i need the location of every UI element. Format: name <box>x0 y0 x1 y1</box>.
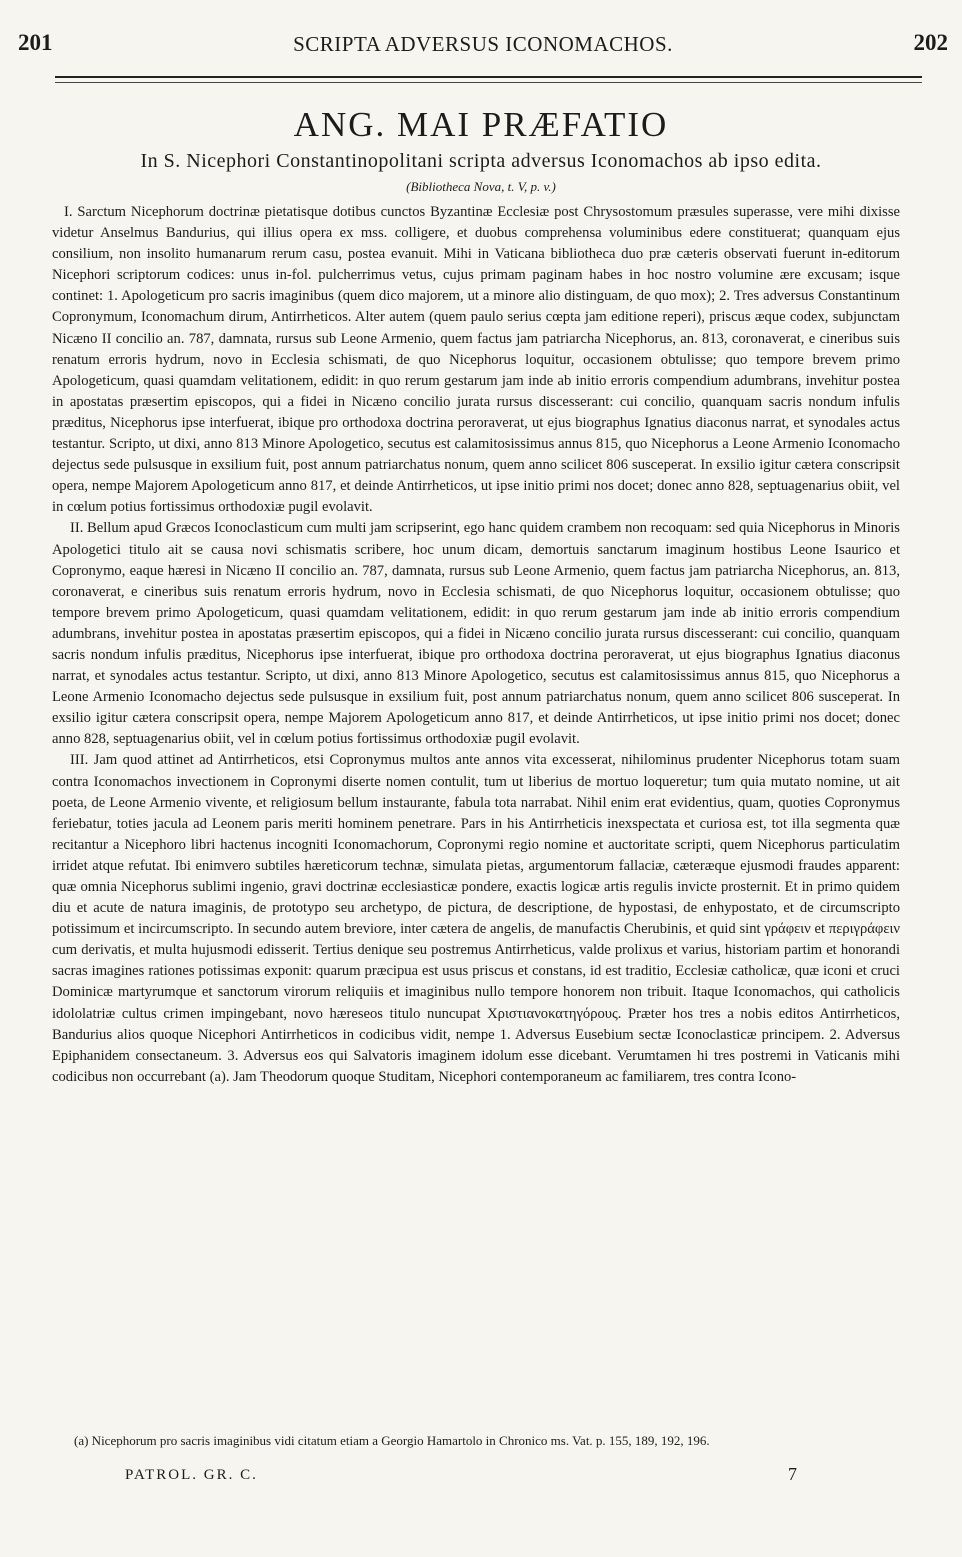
header-rule-thin <box>55 82 922 83</box>
page-number-right: 202 <box>913 30 948 55</box>
body-text <box>52 202 900 1088</box>
page-title: ANG. MAI PRÆFATIO <box>293 105 669 144</box>
paragraph-1: I. Sarctum Nicephorum doctrinæ pietatisque dotibus cunctos Byzantinæ Ecclesiæ post Chrysostomum præsules superasse, vere mihi dixisse videtur Anselmus Bandurius, qui illius opera ex mss. colligere, et duobus comprehensa voluminibus edere constituerat; quanquam ejus consilium, non insolito humanarum rerum casu, postea evanuit. Mihi in Vaticana bibliotheca duo præ cæteris observati fuerunt in-editorum Nicephori scriptorum codices: unus in-fol. pulcherrimus vetus, cujus primam paginam habes in hoc nostro volumine ære excusam; isque continet: 1. Apologeticum pro sacris imaginibus (quem dico majorem, ut a minore alio distinguam, de quo mox); 2. Tres adversus Constantinum Copronymum, Iconomachum dirum, Antirrheticos. Alter autem (quem paulo serius cœpta jam editione reperi), priscus æque codex, subjunctam Nicæno II concilio an. 787, damnata, rursus sub Leone Armenio, quem factus jam patriarcha Nicephorus, an. 813, coronaverat, e cineribus suis renatum erroris hydrum, novo in Ecclesia schismati, de quo Nicephorus loquitur, occasionem obtulisse; quo tempore brevem primo Apologeticum, quasi quamdam velitationem, edidit: in quo rerum gestarum jam inde ab initio erroris compendium adumbrans, invehitur postea in apostatas præsertim episcopos, qui a fidei in Nicæno concilio jurata rursus discesserant: cui concilio, quanquam sacris nondum infulis præditus, Nicephorus ipse interfuerat, ibique pro orthodoxa doctrina peroraverat, ut ejus biographus Ignatius diaconus narrat, et synodales actus testantur. Scripto, ut dixi, anno 813 Minore Apologetico, secutus est calamitosissimus annus 815, quo Nicephorus a Leone Armenio Iconomacho dejectus sede pulsusque in exsilium fuit, post annum patriarchatus nonum, quem anno scilicet 806 susceperat. In exsilio igitur cætera conscripsit opera, nempe Majorem Apologeticum anno 817, et deinde Antirrheticos, ut ipse initio primi nos docet; donec anno 828, septuagenarius obiit, vel in cœlum potius fortissimus orthodoxiæ pugil evolavit. <box>52 204 900 516</box>
paragraph-3: III. Jam quod attinet ad Antirrheticos, etsi Copronymus multos ante annos vita excesserat, nihilominus prudenter Nicephorus totam suam contra Iconomachos invectionem in Copronymi diserte nomen contulit, tum ut liberius de mortuo loqueretur; tum quia mutato nomine, ut ait poeta, de Leone Armenio vivente, et religiosum bellum instaurante, fabula tota narrabat. Nihil enim erat evidentius, quam, quoties Copronymus feriebatur, toties jacula ad Leonem paris meriti hominem penetrare. Pars in his Antirrheticis inexspectata et curiosa est, tot illa segmenta quæ recitantur a Nicephoro libri hactenus incogniti Iconomachorum, Copronymi regio nomine et auctoritate scripti, quem Nicephorus particulatim irridet atque refutat. Ibi enimvero subtiles hæreticorum technæ, simulata pietas, argumentorum fallaciæ, cæteræque ejusmodi fraudes apparent: quæ omnia Nicephorus sublimi ingenio, gravi doctrinæ ecclesiasticæ pondere, exactis logicæ artis regulis invicte prosternit. Et in primo quidem diu et acute de natura imaginis, de prototypo seu archetypo, de pictura, de descriptione, de hypostasi, de enhypostato, et de circumscripto potissimum et incircumscripto. In secundo autem breviore, inter cætera de angelis, de manufactis Cherubinis, et quid sint γράφειν et περιγράφειν cum derivatis, et multa hujusmodi edisserit. Tertius denique seu postremus Antirrheticus, valde prolixus et varius, historiam partim et honorandi sacras imagines rationes potissimas exponit: quarum præcipua est usus priscus et constans, id est traditio, Ecclesiæ catholicæ, quæ iconi et cruci Dominicæ martyrumque et sanctorum virorum reliquiis et imaginibus nullo tempore honorem non tribuit. Itaque Iconomachos, qui catholicis idololatriæ cultus crimen impingebant, novo hæreseos titulo nuncupat Χριστιανοκατηγόρους. Præter hos tres a nobis editos Antirrheticos, Bandurius alios quoque Nicephori Antirrheticos in codicibus vidit, nempe 1. Adversus Eusebium sectæ Iconoclasticæ principem. 2. Adversus Epiphanidem consectaneum. 3. Adversus eos qui Salvatoris imaginem idolum esse dicebant. Verumtamen hi tres postremi in Vaticanis mihi codicibus non occurrebant (a). Jam Theodorum quoque Studitam, Nicephori contemporaneum ac familiarem, tres contra Icono- <box>52 752 900 1085</box>
source-citation: (Bibliotheca Nova, t. V, p. v.) <box>406 179 556 194</box>
paragraph-2: II. Bellum apud Græcos Iconoclasticum cum multi jam scripserint, ego hanc quidem crambem non recoquam: sed quia Nicephorus in Minoris Apologetici titulo ait se causa novi schismatis scribere, hoc unum dicam, demortuis sanctarum imaginum hostibus Leone Isaurico et Copronymo, eaque hæresi in Nicæno II concilio an. 787, damnata, rursus sub Leone Armenio, quem factus jam patriarcha Nicephorus, an. 813, coronaverat, e cineribus suis renatum erroris hydrum, novo in Ecclesia schismati, de quo Nicephorus loquitur, occasionem obtulisse; quo tempore brevem primo Apologeticum, quasi quamdam velitationem, edidit: in quo rerum gestarum jam inde ab initio erroris compendium adumbrans, invehitur postea in apostatas præsertim episcopos, qui a fidei in Nicæno concilio jurata rursus discesserant: cui concilio, quanquam sacris nondum infulis præditus, Nicephorus ipse interfuerat, ibique pro orthodoxa doctrina peroraverat, ut ejus biographus Ignatius diaconus narrat, et synodales actus testantur. Scripto, ut dixi, anno 813 Minore Apologetico, secutus est calamitosissimus annus 815, quo Nicephorus a Leone Armenio Iconomacho dejectus sede pulsusque in exsilium fuit, post annum patriarchatus nonum, quem anno scilicet 806 susceperat. In exsilio igitur cætera conscripsit opera, nempe Majorem Apologeticum anno 817, et deinde Antirrheticos, ut ipse initio primi nos docet; donec anno 828, septuagenarius obiit, vel in cœlum potius fortissimus orthodoxiæ pugil evolavit. <box>52 520 900 748</box>
header-rule-thick <box>55 76 922 78</box>
running-head <box>18 30 948 64</box>
page-number-left: 201 <box>18 30 53 55</box>
running-title: SCRIPTA ADVERSUS ICONOMACHOS. <box>293 32 673 56</box>
signature-mark: PATROL. GR. C. <box>125 1467 258 1483</box>
signature-number: 7 <box>788 1464 797 1484</box>
page-subtitle: In S. Nicephori Constantinopolitani scripta adversus Iconomachos ab ipso edita. <box>140 150 822 172</box>
footnote: (a) Nicephorum pro sacris imaginibus vidi citatum etiam a Georgio Hamartolo in Chronico ms. Vat. p. 155, 189, 192, 196. <box>74 1433 710 1448</box>
